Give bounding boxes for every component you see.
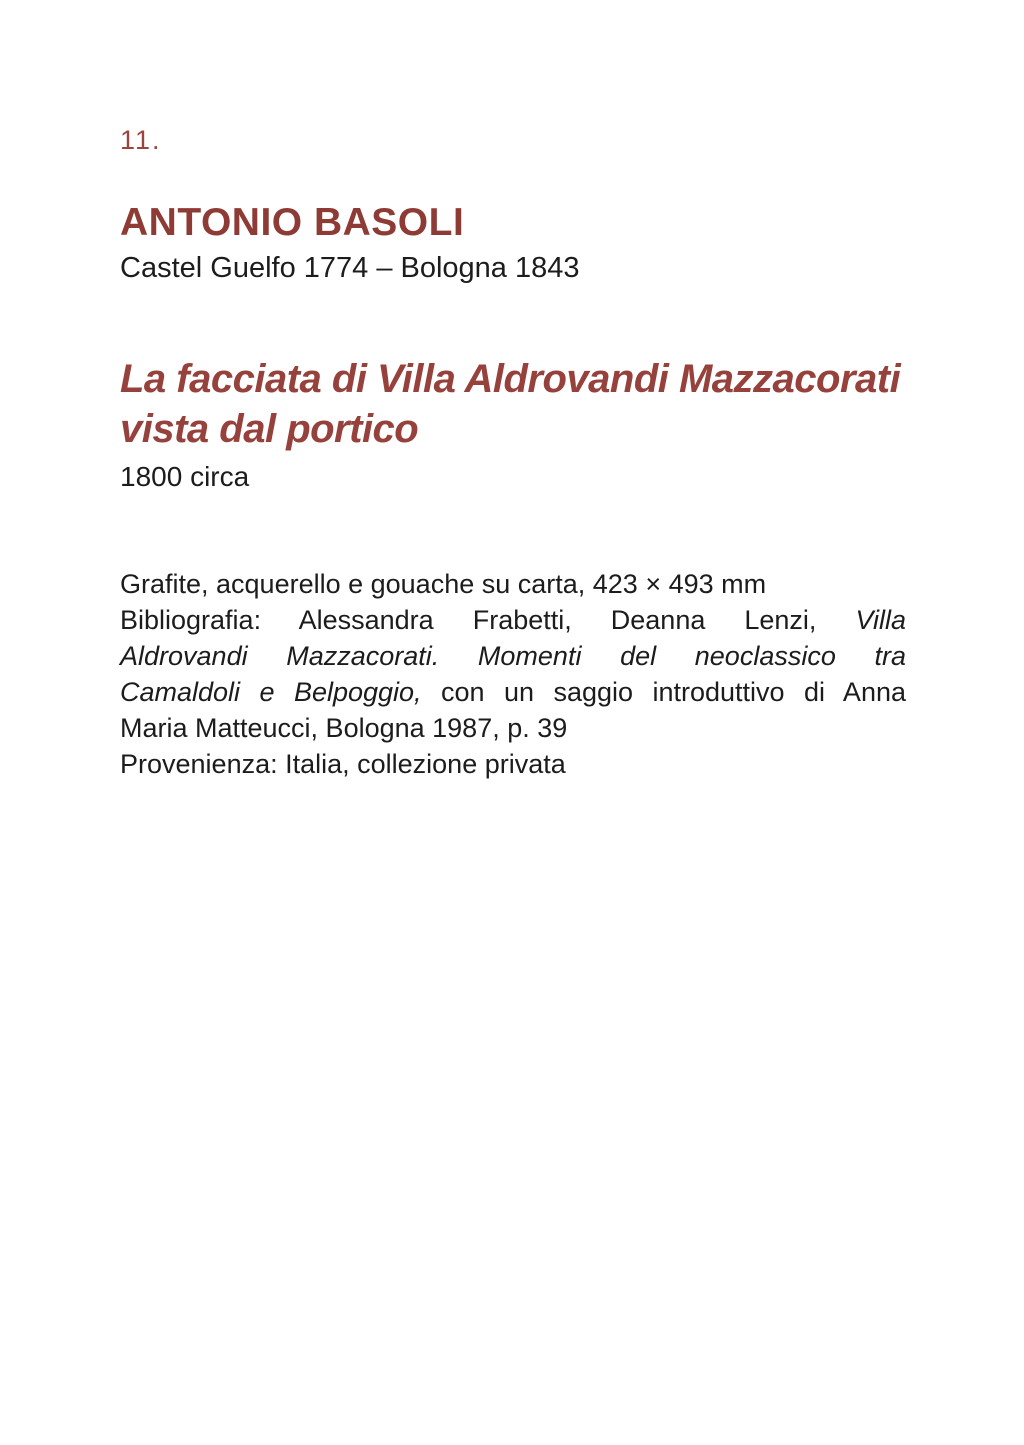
entry-number: 11. [120,125,162,155]
artwork-title [120,354,906,454]
bibliography-cited-title-end: Camaldoli e Belpoggio, [120,677,422,707]
artwork-date: 1800 circa [120,461,250,492]
bibliography-line-4: Maria Matteucci, Bologna 1987, p. 39 [120,713,568,743]
bibliography-line-2: Aldrovandi Mazzacorati. Momenti del neoclassico tra [120,641,906,671]
artwork-title-line-1: La facciata di Villa Aldrovandi Mazzacorati [120,357,901,401]
artist-dates: Castel Guelfo 1774 – Bologna 1843 [120,252,580,284]
artist-name: ANTONIO BASOLI [120,201,465,244]
medium-dimensions-line: Grafite, acquerello e gouache su carta, 423 × 493 mm [120,569,767,599]
bibliography-line-3 [120,674,906,710]
catalog-entry [120,0,906,782]
artwork-title-line-2: vista dal portico [120,407,419,451]
bibliography-line-1 [120,602,906,638]
provenance-line: Provenienza: Italia, collezione privata [120,749,566,779]
bibliography-text: Bibliografia: Alessandra Frabetti, Deanna Lenzi, [120,605,856,635]
entry-details [120,566,906,782]
bibliography-text: con un saggio introduttivo di Anna [421,677,906,707]
bibliography-cited-title: Villa [855,605,906,635]
